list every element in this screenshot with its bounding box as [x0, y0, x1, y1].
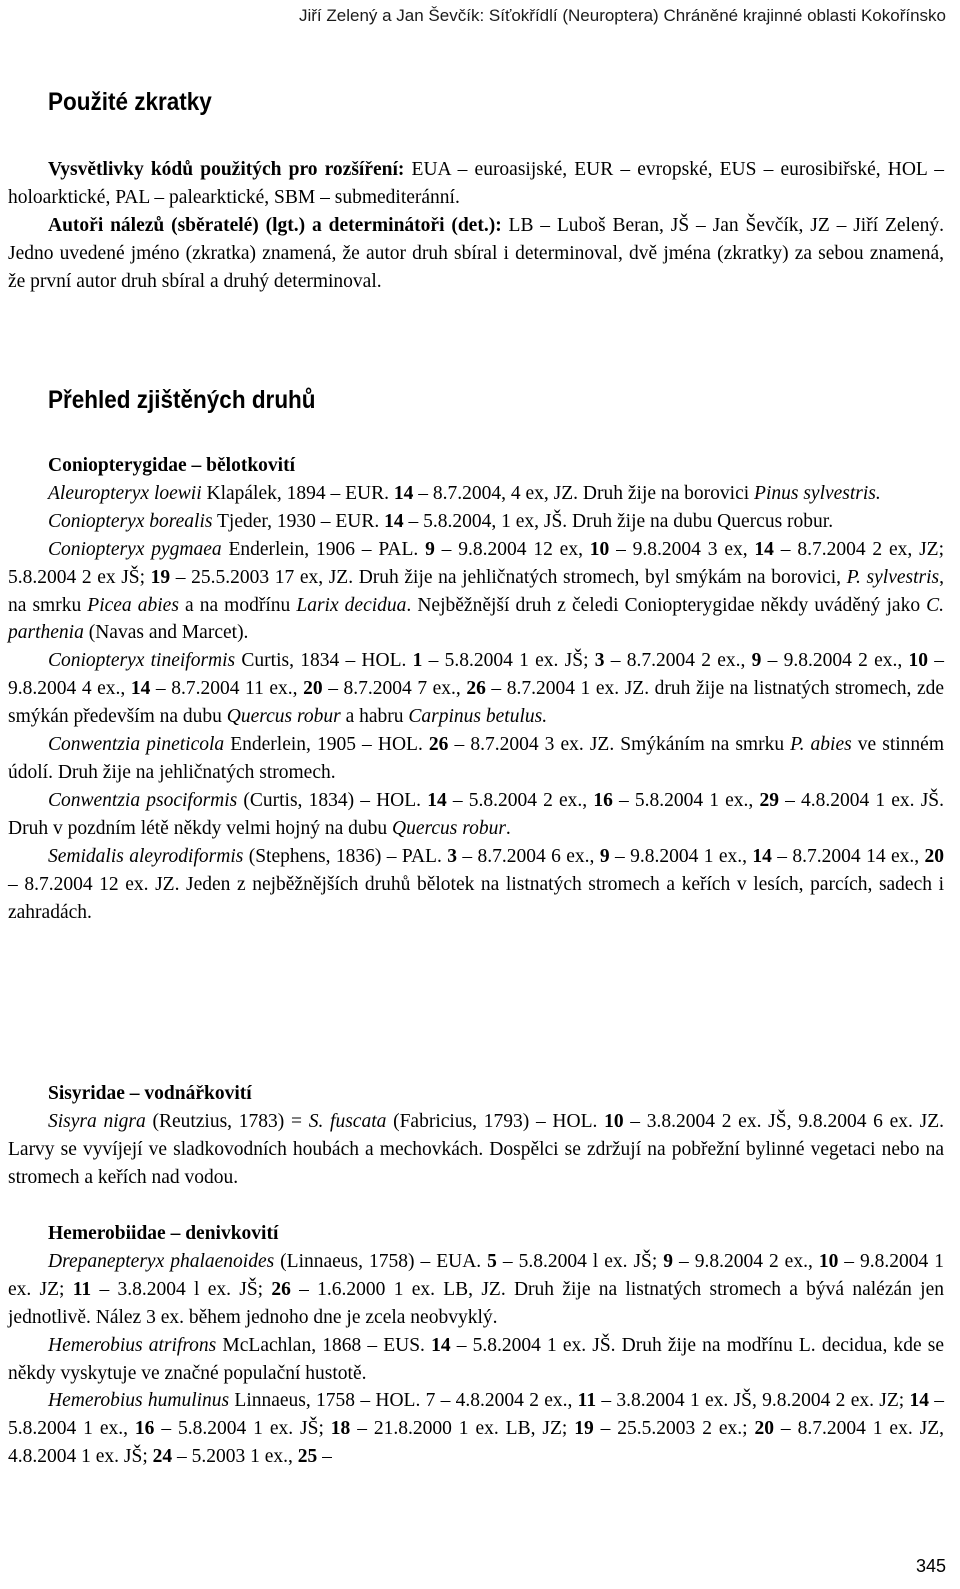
species-entry: Coniopteryx tineiformis Curtis, 1834 – HOL. 1 – 5.8.2004 1 ex. JŠ; 3 – 8.7.2004 2 ex., 9 – 9.8.2004 2 ex., 10 – 9.8.2004 4 ex., 14 – 8.7.2004 11 ex., 20 – 8.7.2004 7 ex., 26 – 8.7.2004 1 ex. JZ. druh žije na listnatých stromech, zde smýkán především na dubu Quercus robur a habru Carpinus betulus.: [8, 650, 945, 728]
abbreviations-block: [8, 156, 944, 296]
authors-text: LB – Luboš Beran, JŠ – Jan Ševčík, JZ – Jiří Zelený. Jedno uvedené jméno (zkratka) znamená, že autor druh sbíral i determinoval, dvě jména (zkratky) za sebou znamená, že první autor druh sbíral a druhý determinoval.: [8, 214, 944, 292]
species-entry: Coniopteryx borealis Tjeder, 1930 – EUR. 14 – 5.8.2004, 1 ex, JŠ. Druh žije na dubu Quercus robur.: [48, 510, 834, 532]
species-entry: Conwentzia psociformis (Curtis, 1834) – HOL. 14 – 5.8.2004 2 ex., 16 – 5.8.2004 1 ex., 29 – 4.8.2004 1 ex. JŠ. Druh v pozdním létě někdy velmi hojný na dubu Quercus robur.: [8, 789, 945, 839]
family-heading: Hemerobiidae – denivkovití: [48, 1223, 279, 1244]
species-block-coniopterygidae: [8, 452, 944, 926]
species-entry: Semidalis aleyrodiformis (Stephens, 1836) – PAL. 3 – 8.7.2004 6 ex., 9 – 9.8.2004 1 ex., 14 – 8.7.2004 14 ex., 20 – 8.7.2004 12 ex. JZ. Jeden z nejběžnějších druhů bělotek na listnatých stromech a keřích v lesích, parcích, sadech i zahradách.: [8, 845, 944, 923]
codes-label: Vysvětlivky kódů použitých pro rozšíření:: [48, 159, 405, 180]
running-header: Jiří Zelený a Jan Ševčík: Síťokřídlí (Neuroptera) Chráněné krajinné oblasti Kokořínsko: [298, 6, 946, 25]
species-entry: Hemerobius humulinus Linnaeus, 1758 – HOL. 7 – 4.8.2004 2 ex., 11 – 3.8.2004 1 ex. JŠ, 9.8.2004 2 ex. JZ; 14 – 5.8.2004 1 ex., 16 – 5.8.2004 1 ex. JŠ; 18 – 21.8.2000 1 ex. LB, JZ; 19 – 25.5.2003 2 ex.; 20 – 8.7.2004 1 ex. JZ, 4.8.2004 1 ex. JŠ; 24 – 5.2003 1 ex., 25 –: [8, 1390, 945, 1468]
species-entry: Coniopteryx pygmaea Enderlein, 1906 – PAL. 9 – 9.8.2004 12 ex, 10 – 9.8.2004 3 ex, 14 – 8.7.2004 2 ex, JZ; 5.8.2004 2 ex JŠ; 19 – 25.5.2003 17 ex, JZ. Druh žije na jehličnatých stromech, byl smýkám na borovici, P. sylvestris, na smrku Picea abies a na modřínu Larix decidua. Nejběžnější druh z čeledi Coniopterygidae někdy uváděný jako C. parthenia (Navas and Marcet).: [8, 538, 945, 644]
section-title-species: Přehled zjištěných druhů: [48, 386, 316, 414]
species-entry: Hemerobius atrifrons McLachlan, 1868 – EUS. 14 – 5.8.2004 1 ex. JŠ. Druh žije na modřínu L. decidua, kde se někdy vyskytuje ve značné populační hustotě.: [8, 1334, 944, 1384]
section-title-abbreviations: Použité zkratky: [48, 88, 212, 116]
species-entry: Sisyra nigra (Reutzius, 1783) = S. fuscata (Fabricius, 1793) – HOL. 10 – 3.8.2004 2 ex. JŠ, 9.8.2004 6 ex. JZ. Larvy se vyvíjejí ve sladkovodních houbách a mechovkách. Dospělci se zdržují na pobřežní bylinné vegetaci nebo na stromech a keřích nad vodou.: [8, 1110, 944, 1188]
species-entry: Aleuropteryx loewii Klapálek, 1894 – EUR. 14 – 8.7.2004, 4 ex, JZ. Druh žije na borovici Pinus sylvestris.: [48, 482, 881, 504]
paragraph-authors: [8, 212, 944, 296]
page-number: 345: [915, 1556, 946, 1576]
codes-text: EUA – euroasijské, EUR – evropské, EUS – eurosibiřské, HOL – holoarktické, PAL – palearktické, SBM – submediteránní.: [8, 159, 944, 208]
paragraph-codes: [8, 156, 944, 212]
species-entry: Conwentzia pineticola Enderlein, 1905 – HOL. 26 – 8.7.2004 3 ex. JZ. Smýkáním na smrku P. abies ve stinném údolí. Druh žije na jehličnatých stromech.: [8, 734, 944, 783]
family-heading: Sisyridae – vodnářkovití: [48, 1083, 252, 1104]
family-heading: Coniopterygidae – bělotkovití: [48, 455, 295, 476]
species-entry: Drepanepteryx phalaenoides (Linnaeus, 1758) – EUA. 5 – 5.8.2004 l ex. JŠ; 9 – 9.8.2004 2 ex., 10 – 9.8.2004 1 ex. JZ; 11 – 3.8.2004 l ex. JŠ; 26 – 1.6.2000 1 ex. LB, JZ. Druh žije na listnatých stromech a bývá nalézán jen jednotlivě. Nález 3 ex. během jednoho dne je zcela neobvyklý.: [8, 1250, 945, 1328]
species-block-hemerobiidae: [8, 1220, 944, 1471]
authors-label: Autoři nálezů (sběratelé) (lgt.) a determinátoři (det.):: [48, 214, 502, 236]
species-block-sisyridae: [8, 1080, 944, 1192]
